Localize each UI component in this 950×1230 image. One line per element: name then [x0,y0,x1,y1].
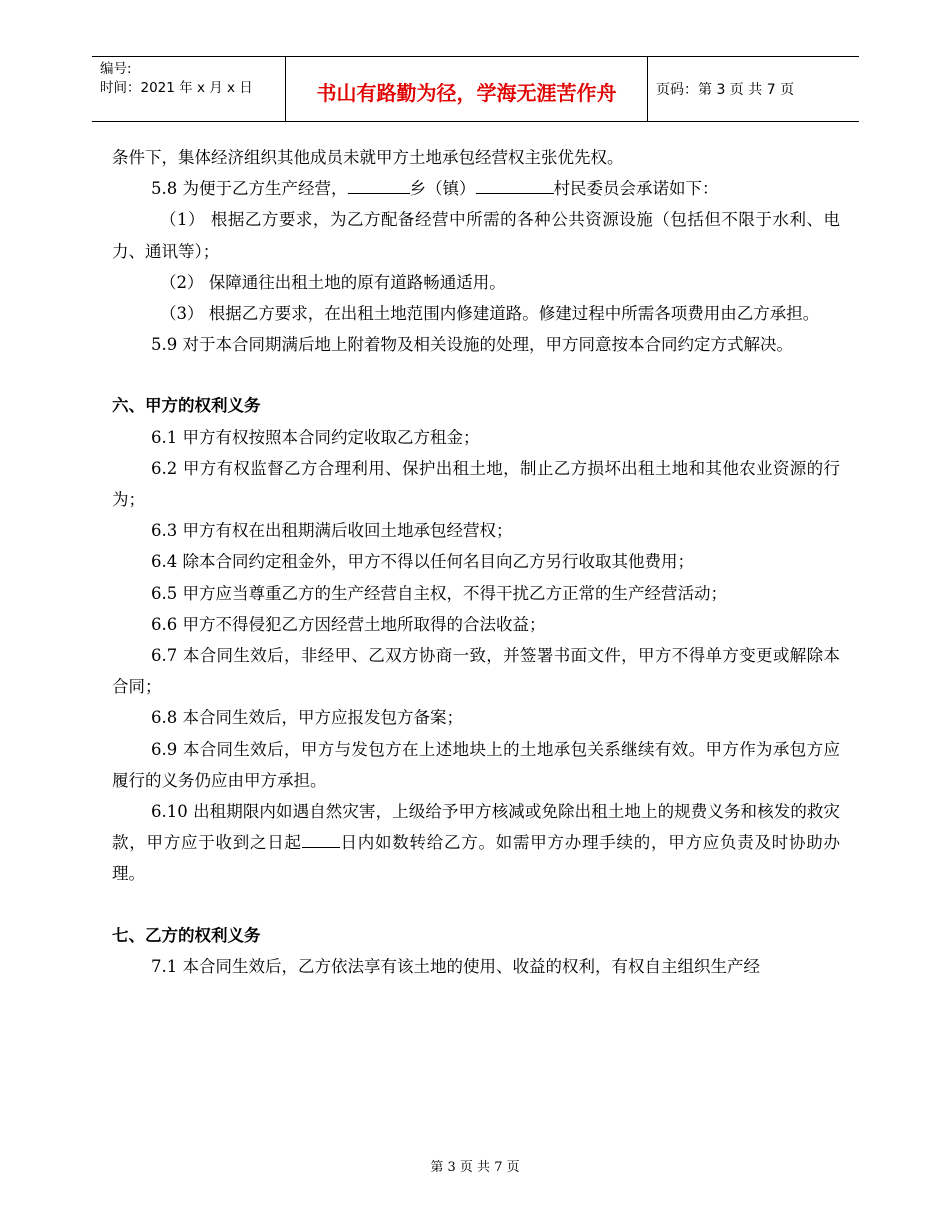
clause-6-8: 6.8 本合同生效后，甲方应报发包方备案； [151,708,463,728]
clause-6-10-text-b: 日内如数转给乙方。如需甲方办理手续的，甲方应负责及时协助办理。 [112,833,840,884]
clause-6-9: 6.9 本合同生效后，甲方与发包方在上述地块上的土地承包关系继续有效。甲方作为承包方应履行的义务仍应由甲方承担。 [112,739,840,790]
time-label: 时间：2021 年 x 月 x 日 [100,80,253,96]
clause-6-4: 6.4 除本合同约定租金外，甲方不得以任何名目向乙方另行收取其他费用； [151,552,694,572]
clause-6-10-text-a: 6.10 出租期限内如遇自然灾害，上级给予甲方核减或免除出租土地上的规费义务和核发的救灾款，甲方应于收到之日起 [112,802,840,853]
clause-6-2: 6.2 甲方有权监督乙方合理利用、保护出租土地，制止乙方损坏出租土地和其他农业资源的行为； [112,458,840,510]
clause-5-8-text-c: 村民委员会承诺如下： [553,179,719,199]
section-heading-7: 七、乙方的权利义务 [112,925,261,945]
paragraph-continuation: 条件下，集体经济组织其他成员未就甲方土地承包经营权主张优先权。 [112,148,624,167]
header-page-info: 页码：第 3 页 共 7 页 [656,82,795,98]
clause-5-8 [112,173,840,204]
blank-days [302,831,340,849]
clause-5-8-text-a: 5.8 为便于乙方生产经营， [151,179,348,199]
header-motto: 书山有路勤为径，学海无涯苦作舟 [286,57,648,121]
clause-6-10 [112,796,840,890]
blank-township [348,177,410,195]
clause-5-8-item-2: （2） 保障通往出租土地的原有道路畅通适用。 [160,272,506,292]
clause-6-7: 6.7 本合同生效后，非经甲、乙双方协商一致，并签署书面文件，甲方不得单方变更或解除本合同； [112,646,840,697]
clause-6-6: 6.6 甲方不得侵犯乙方因经营土地所取得的合法收益； [151,614,546,634]
blank-village [476,177,554,195]
header-meta [92,57,286,121]
clause-6-5: 6.5 甲方应当尊重乙方的生产经营自主权，不得干扰乙方正常的生产经营活动； [151,583,727,603]
number-label: 编号: [100,61,132,77]
document-body [112,142,840,982]
clause-5-9: 5.9 对于本合同期满后地上附着物及相关设施的处理，甲方同意按本合同约定方式解决。 [151,335,793,355]
section-heading-6: 六、甲方的权利义务 [112,396,261,416]
page-footer: 第 3 页 共 7 页 [430,1160,520,1175]
clause-5-8-text-b: 乡（镇） [409,179,476,199]
clause-5-8-item-1: （1） 根据乙方要求，为乙方配备经营中所需的各种公共资源设施（包括但不限于水利、电力、通讯等）； [112,210,840,261]
clause-7-1: 7.1 本合同生效后，乙方依法享有该土地的使用、收益的权利，有权自主组织生产经 [151,956,760,976]
clause-5-8-item-3: （3） 根据乙方要求，在出租土地范围内修建道路。修建过程中所需各项费用由乙方承担。 [160,304,820,324]
page-header [92,56,859,122]
clause-6-3: 6.3 甲方有权在出租期满后收回土地承包经营权； [151,521,513,541]
section-gap [112,360,840,390]
clause-6-1: 6.1 甲方有权按照本合同约定收取乙方租金； [151,427,480,447]
section-gap [112,890,840,920]
